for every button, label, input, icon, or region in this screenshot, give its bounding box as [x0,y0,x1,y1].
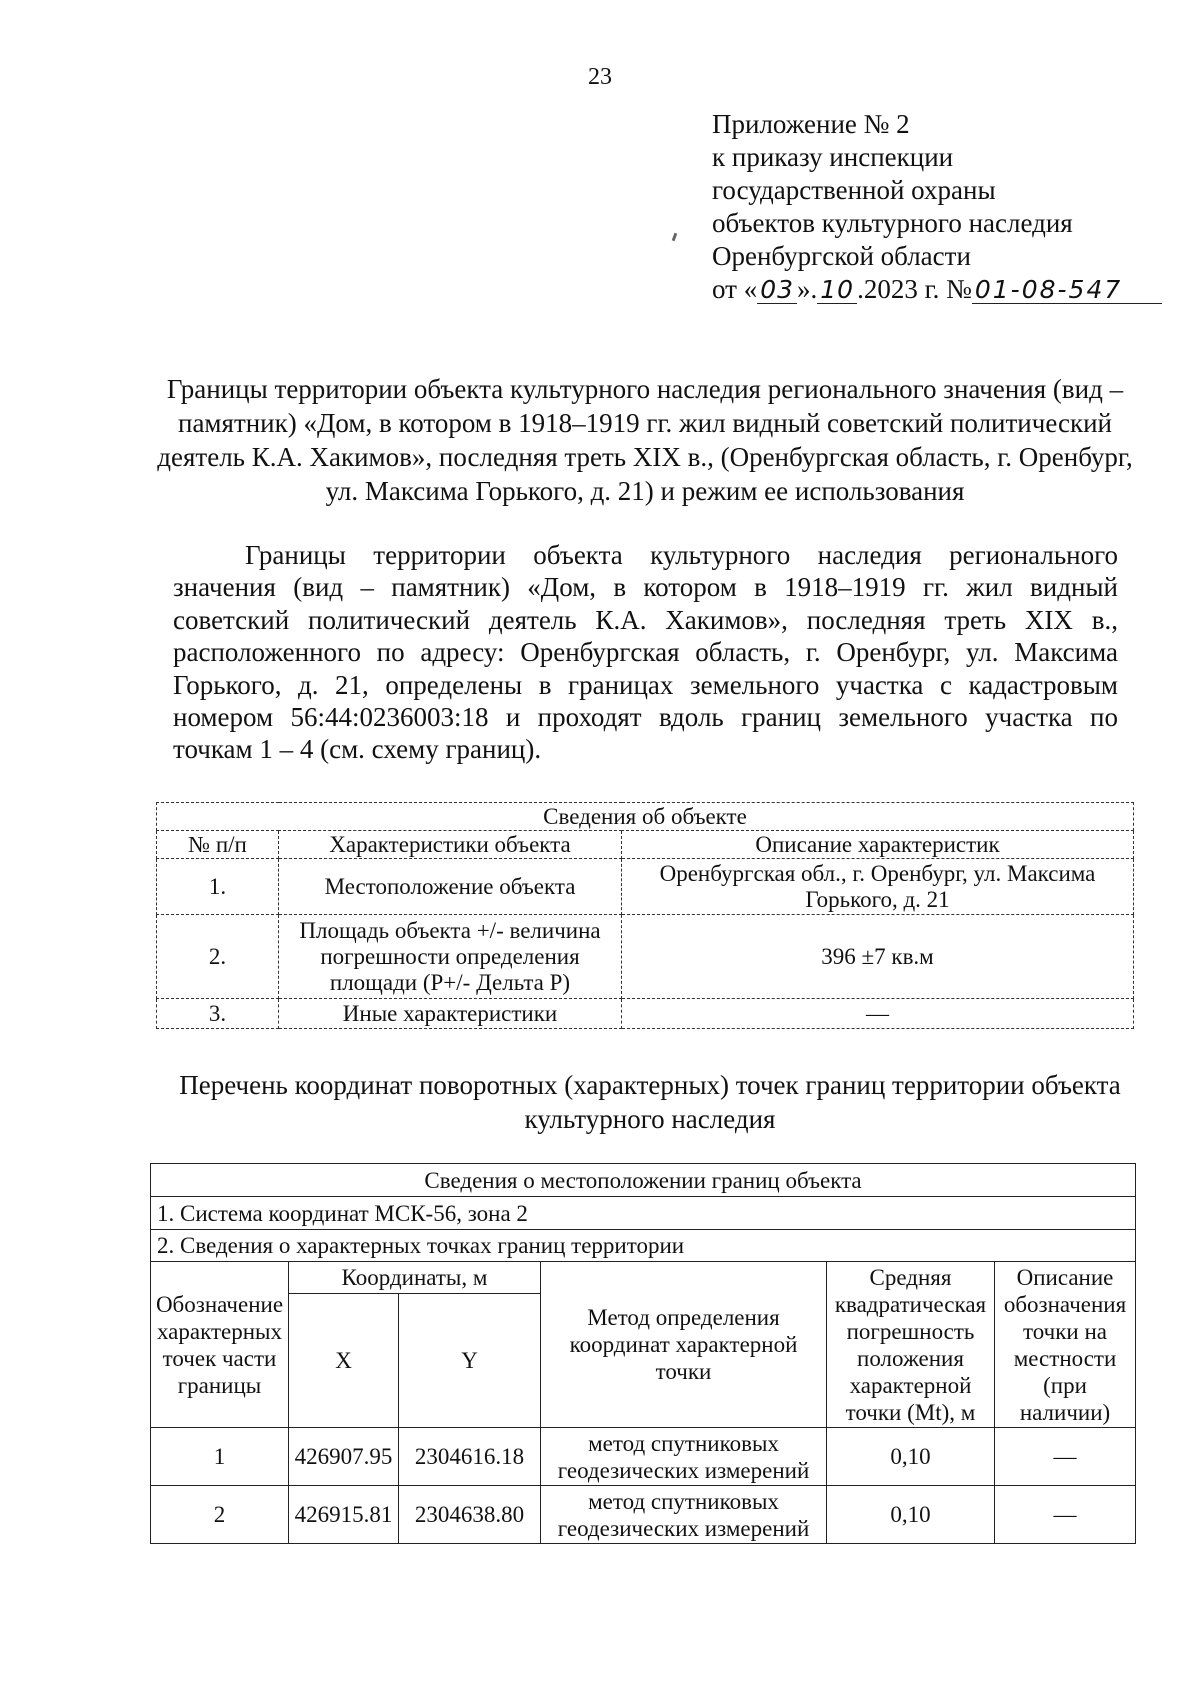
table-cell: 1. [157,859,279,915]
handwritten-day: 03 [757,277,797,304]
column-header: X [289,1294,399,1428]
appendix-header [712,108,1152,306]
table-cell: 396 ±7 кв.м [622,915,1134,999]
stray-mark [672,233,678,242]
table-cell: Площадь объекта +/- величина погрешности определения площади (Р+/- Дельта Р) [279,915,622,999]
column-header: Описание обозначения точки на местности (при наличии) [995,1262,1136,1428]
table-cell: Оренбургская обл., г. Оренбург, ул. Максима Горького, д. 21 [622,859,1134,915]
table-row [157,803,1134,831]
table-cell: Иные характеристики [279,999,622,1029]
column-header: Характеристики объекта [279,831,622,859]
date-year: .2023 г. № [857,274,972,304]
table-cell: 2304616.18 [399,1428,541,1486]
table-row [157,859,1134,915]
date-prefix: от « [712,274,758,304]
table-cell: метод спутниковых геодезических измерений [541,1428,827,1486]
table-row [157,915,1134,999]
page-number: 23 [588,64,612,90]
appendix-line: Оренбургской области [712,241,971,271]
appendix-line: объектов культурного наследия [712,208,1073,238]
table-row [151,1230,1136,1262]
table-cell: — [622,999,1134,1029]
appendix-line: Приложение № 2 [712,109,910,139]
table-cell: 2304638.80 [399,1486,541,1544]
appendix-line: к приказу инспекции [712,142,954,172]
table-caption: Сведения об объекте [157,803,1134,831]
table-cell: 426907.95 [289,1428,399,1486]
table-cell: — [995,1428,1136,1486]
coordinates-table [150,1163,1136,1544]
body-paragraph: Границы территории объекта культурного наследия регионального значения (вид – памятник) «Дом, в котором в 1918–1919 гг. жил видный советский политический деятель К.А. Хакимов», последняя треть XIX в., расположенного по адресу: Оренбургская область, г. Оренбург, ул. Максима Горького, д. 21, определены в границах земельного участка с кадастровым номером 56:44:0236003:18 и проходят вдоль границ земельного участка по точкам 1 – 4 (см. схему границ). [173,540,1118,765]
handwritten-doc-number: 01-08-547 [972,277,1162,304]
table-cell: метод спутниковых геодезических измерений [541,1486,827,1544]
table-row [151,1428,1136,1486]
column-header: Описание характеристик [622,831,1134,859]
table-caption: Сведения о местоположении границ объекта [151,1164,1136,1197]
table-cell: 0,10 [827,1428,995,1486]
column-header: № п/п [157,831,279,859]
table-header-row [151,1262,1136,1294]
table-cell: 2. [157,915,279,999]
appendix-line: государственной охраны [712,175,996,205]
document-title: Границы территории объекта культурного наследия регионального значения (вид – памятник) «Дом, в котором в 1918–1919 гг. жил видный советский политический деятель К.А. Хакимов», последняя треть XIX в., (Оренбургская область, г. Оренбург, ул. Максима Горького, д. 21) и режим ее использования [157,374,1133,506]
table-cell: 426915.81 [289,1486,399,1544]
table-row [151,1197,1136,1230]
table-cell: Местоположение объекта [279,859,622,915]
date-separator: ». [797,274,818,304]
table-header-row [157,831,1134,859]
table-cell: 1 [151,1428,289,1486]
table-row [151,1486,1136,1544]
column-header: Средняя квадратическая погрешность положения характерной точки (Mt), м [827,1262,995,1428]
points-caption: 2. Сведения о характерных точках границ территории [151,1230,1136,1262]
column-header: Y [399,1294,541,1428]
object-info-table [156,802,1134,1029]
handwritten-month: 10 [817,277,857,304]
appendix-date-line [712,273,1152,306]
coordinates-heading: Перечень координат поворотных (характерных) точек границ территории объекта культурного наследия [179,1070,1121,1134]
column-header: Обозначение характерных точек части границы [151,1262,289,1428]
table-cell: — [995,1486,1136,1544]
coordinate-system: 1. Система координат МСК-56, зона 2 [151,1197,1136,1230]
column-header: Метод определения координат характерной точки [541,1262,827,1428]
table-cell: 3. [157,999,279,1029]
table-row [157,999,1134,1029]
table-cell: 0,10 [827,1486,995,1544]
table-cell: 2 [151,1486,289,1544]
column-header: Координаты, м [289,1262,541,1294]
table-row [151,1164,1136,1197]
